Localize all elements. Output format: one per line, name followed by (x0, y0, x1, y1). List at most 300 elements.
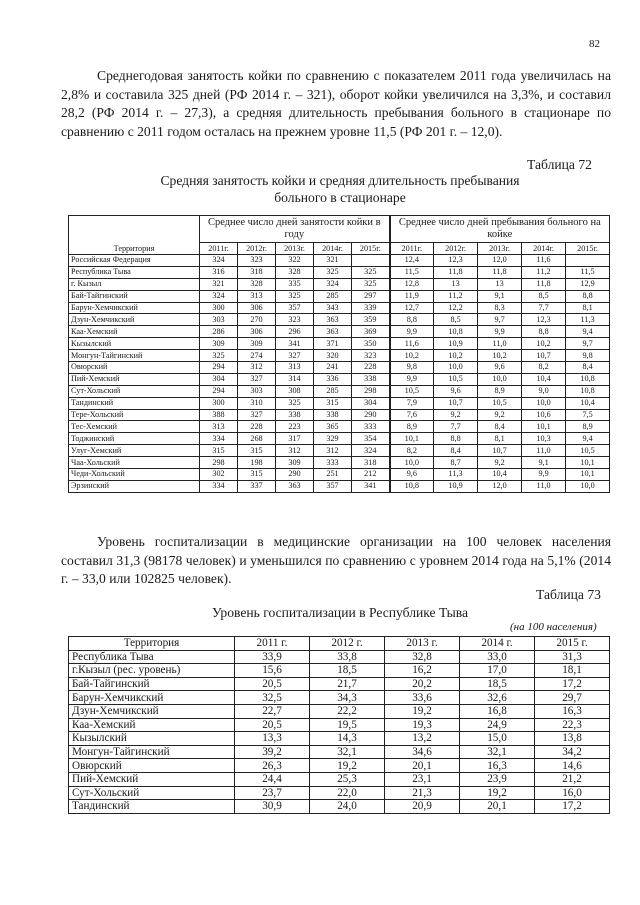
value-cell: 11,2 (522, 266, 566, 278)
value-cell: 11,5 (390, 266, 434, 278)
value-cell: 363 (314, 326, 352, 338)
table-row (69, 266, 610, 278)
value-cell: 10,2 (478, 350, 522, 362)
value-cell: 297 (352, 290, 390, 302)
value-cell: 286 (200, 326, 238, 338)
table72-number: Таблица 72 (527, 157, 592, 172)
value-cell: 323 (352, 350, 390, 362)
value-cell: 228 (352, 362, 390, 374)
value-cell: 32,8 (385, 650, 460, 664)
value-cell: 341 (352, 480, 390, 492)
value-cell: 318 (352, 457, 390, 469)
table-row (69, 255, 610, 267)
value-cell: 8,9 (390, 421, 434, 433)
table72-title-line1: Средняя занятость койки и средняя длительность пребывания (160, 173, 520, 188)
territory-cell: Эрзинский (69, 480, 200, 492)
value-cell: 10,0 (434, 362, 478, 374)
value-cell: 9,1 (478, 290, 522, 302)
year-header: 2015 г. (535, 637, 610, 651)
value-cell: 8,5 (434, 314, 478, 326)
value-cell: 9,7 (566, 338, 610, 350)
value-cell: 212 (352, 469, 390, 481)
table-row (69, 704, 610, 718)
value-cell: 10,4 (478, 469, 522, 481)
value-cell: 241 (314, 362, 352, 374)
table-row (69, 480, 610, 492)
value-cell: 26,3 (235, 759, 310, 773)
table-row (69, 373, 610, 385)
value-cell: 9,1 (522, 457, 566, 469)
value-cell: 9,8 (566, 350, 610, 362)
value-cell: 325 (352, 266, 390, 278)
table-row (69, 745, 610, 759)
value-cell: 14,3 (310, 732, 385, 746)
value-cell: 320 (314, 350, 352, 362)
value-cell: 13 (434, 278, 478, 290)
value-cell: 325 (200, 350, 238, 362)
value-cell: 33,6 (385, 691, 460, 705)
table73-number: Таблица 73 (536, 587, 601, 602)
value-cell: 8,7 (434, 457, 478, 469)
value-cell: 285 (314, 290, 352, 302)
value-cell: 10,4 (522, 373, 566, 385)
intro-paragraph-text: Среднегодовая занятость койки по сравнению с показателем 2011 года увеличилась на 2,8% и составила 325 дней (РФ 2014 г. – 321), оборот койки увеличился на 3,3%, и составил 28,2 (РФ 2014 г. – 27,3), а средняя длительность пребывания больного в стационаре по сравнению с 2011 годом осталась на прежнем уровне 11,5 (РФ 201 г. – 12,0). (61, 68, 611, 139)
value-cell: 19,2 (385, 704, 460, 718)
value-cell: 313 (200, 421, 238, 433)
value-cell: 270 (238, 314, 276, 326)
value-cell: 9,4 (566, 326, 610, 338)
table-row (69, 326, 610, 338)
value-cell: 12,4 (390, 255, 434, 267)
value-cell: 313 (276, 362, 314, 374)
year-header: 2014 г. (460, 637, 535, 651)
value-cell: 333 (314, 457, 352, 469)
value-cell: 11,8 (478, 266, 522, 278)
value-cell: 11,5 (566, 266, 610, 278)
table-row (69, 650, 610, 664)
value-cell: 315 (238, 445, 276, 457)
value-cell: 10,7 (434, 397, 478, 409)
table-row (69, 457, 610, 469)
table-row (69, 350, 610, 362)
table72-title-line2: больного в стационаре (274, 190, 406, 205)
table-row (69, 338, 610, 350)
value-cell: 8,4 (566, 362, 610, 374)
value-cell: 325 (276, 397, 314, 409)
territory-cell: г.Кызыл (рес. уровень) (69, 664, 235, 678)
value-cell: 325 (276, 290, 314, 302)
year-header: 2013г. (478, 243, 522, 255)
value-cell: 39,2 (235, 745, 310, 759)
value-cell: 8,9 (478, 385, 522, 397)
value-cell: 11,3 (566, 314, 610, 326)
value-cell: 22,3 (535, 718, 610, 732)
table-row (69, 409, 610, 421)
year-header: 2015г. (352, 243, 390, 255)
value-cell: 13 (478, 278, 522, 290)
intro-paragraph (61, 67, 611, 141)
territory-cell: Чеди-Хольский (69, 469, 200, 481)
territory-cell: Российская Федерация (69, 255, 200, 267)
value-cell: 388 (200, 409, 238, 421)
value-cell: 334 (200, 433, 238, 445)
value-cell: 312 (238, 362, 276, 374)
value-cell: 12,9 (566, 278, 610, 290)
value-cell: 16,2 (385, 664, 460, 678)
value-cell: 325 (314, 266, 352, 278)
value-cell: 354 (352, 433, 390, 445)
territory-cell: Барун-Хемчикский (69, 302, 200, 314)
table-row (69, 290, 610, 302)
value-cell: 309 (238, 338, 276, 350)
value-cell: 327 (238, 373, 276, 385)
value-cell: 10,6 (522, 409, 566, 421)
value-cell: 298 (352, 385, 390, 397)
value-cell: 19,5 (310, 718, 385, 732)
bed-occupancy-table (68, 215, 610, 493)
territory-cell: Каа-Хемский (69, 326, 200, 338)
table72-title (70, 172, 610, 206)
value-cell: 22,7 (235, 704, 310, 718)
value-cell: 11,8 (434, 266, 478, 278)
territory-cell: Бай-Тайгинский (69, 290, 200, 302)
value-cell: 296 (276, 326, 314, 338)
value-cell: 324 (200, 290, 238, 302)
value-cell: 10,5 (434, 373, 478, 385)
value-cell: 9,4 (566, 433, 610, 445)
value-cell: 9,8 (390, 362, 434, 374)
value-cell: 371 (314, 338, 352, 350)
table-row (69, 421, 610, 433)
territory-cell: Чаа-Хольский (69, 457, 200, 469)
value-cell: 338 (276, 409, 314, 421)
value-cell: 10,5 (390, 385, 434, 397)
value-cell: 8,8 (434, 433, 478, 445)
value-cell: 10,2 (434, 350, 478, 362)
territory-cell: Сут-Хольский (69, 786, 235, 800)
group-occupancy-header: Среднее число дней занятости койки в году (200, 216, 390, 243)
value-cell: 10,1 (390, 433, 434, 445)
value-cell: 302 (200, 469, 238, 481)
value-cell: 11,6 (390, 338, 434, 350)
value-cell: 10,2 (522, 338, 566, 350)
group-stay-header: Среднее число дней пребывания больного на койке (390, 216, 610, 243)
value-cell: 31,3 (535, 650, 610, 664)
value-cell: 321 (200, 278, 238, 290)
value-cell: 11,9 (390, 290, 434, 302)
territory-cell: Кызылский (69, 338, 200, 350)
territory-cell: Дзун-Хемчикский (69, 314, 200, 326)
value-cell: 8,4 (434, 445, 478, 457)
value-cell: 8,2 (390, 445, 434, 457)
table-row (69, 314, 610, 326)
value-cell: 9,9 (390, 373, 434, 385)
value-cell: 21,3 (385, 786, 460, 800)
value-cell: 369 (352, 326, 390, 338)
value-cell: 12,2 (434, 302, 478, 314)
value-cell: 33,9 (235, 650, 310, 664)
value-cell: 306 (238, 302, 276, 314)
value-cell: 9,9 (478, 326, 522, 338)
value-cell: 23,7 (235, 786, 310, 800)
table-row (69, 664, 610, 678)
value-cell: 309 (276, 457, 314, 469)
year-header: 2011г. (200, 243, 238, 255)
value-cell: 18,5 (460, 677, 535, 691)
value-cell: 12,8 (390, 278, 434, 290)
value-cell: 9,9 (390, 326, 434, 338)
value-cell: 290 (276, 469, 314, 481)
table-row (69, 800, 610, 814)
value-cell: 10,0 (522, 397, 566, 409)
year-header: 2012г. (434, 243, 478, 255)
value-cell: 20,5 (235, 677, 310, 691)
table-row (69, 433, 610, 445)
value-cell: 12,3 (522, 314, 566, 326)
value-cell: 274 (238, 350, 276, 362)
value-cell: 11,0 (522, 480, 566, 492)
value-cell: 10,3 (522, 433, 566, 445)
hospitalization-table (68, 636, 610, 814)
value-cell: 33,8 (310, 650, 385, 664)
value-cell: 314 (276, 373, 314, 385)
value-cell: 9,6 (390, 469, 434, 481)
col-territory-header: Территория (69, 637, 235, 651)
value-cell: 24,4 (235, 772, 310, 786)
value-cell: 13,8 (535, 732, 610, 746)
value-cell: 336 (314, 373, 352, 385)
value-cell: 9,2 (478, 409, 522, 421)
year-header: 2011 г. (235, 637, 310, 651)
value-cell: 17,2 (535, 677, 610, 691)
territory-cell: Кызылский (69, 732, 235, 746)
value-cell: 20,2 (385, 677, 460, 691)
table-row (69, 718, 610, 732)
value-cell: 10,4 (566, 397, 610, 409)
value-cell: 313 (238, 290, 276, 302)
value-cell: 228 (238, 421, 276, 433)
value-cell: 327 (276, 350, 314, 362)
value-cell: 10,8 (566, 385, 610, 397)
page-number: 82 (589, 38, 600, 50)
value-cell: 312 (314, 445, 352, 457)
value-cell: 9,2 (478, 457, 522, 469)
value-cell: 308 (276, 385, 314, 397)
value-cell: 16,8 (460, 704, 535, 718)
value-cell: 316 (200, 266, 238, 278)
territory-cell: Барун-Хемчикский (69, 691, 235, 705)
value-cell: 10,0 (390, 457, 434, 469)
value-cell: 300 (200, 302, 238, 314)
value-cell: 7,9 (390, 397, 434, 409)
value-cell: 303 (238, 385, 276, 397)
value-cell: 33,0 (460, 650, 535, 664)
territory-cell: Тандинский (69, 397, 200, 409)
table-row (69, 362, 610, 374)
value-cell: 363 (314, 314, 352, 326)
value-cell: 18,5 (310, 664, 385, 678)
value-cell: 10,5 (478, 397, 522, 409)
territory-cell: Пий-Хемский (69, 373, 200, 385)
value-cell: 290 (352, 409, 390, 421)
territory-cell: Пий-Хемский (69, 772, 235, 786)
value-cell: 20,5 (235, 718, 310, 732)
year-header: 2013г. (276, 243, 314, 255)
value-cell (352, 255, 390, 267)
value-cell: 312 (276, 445, 314, 457)
table-row (69, 469, 610, 481)
table-row (69, 691, 610, 705)
territory-cell: Монгун-Тайгинский (69, 745, 235, 759)
value-cell: 32,1 (310, 745, 385, 759)
value-cell: 12,0 (478, 480, 522, 492)
value-cell: 23,1 (385, 772, 460, 786)
value-cell: 8,1 (478, 433, 522, 445)
value-cell: 324 (352, 445, 390, 457)
value-cell: 10,7 (522, 350, 566, 362)
value-cell: 9,0 (522, 385, 566, 397)
value-cell: 16,0 (535, 786, 610, 800)
value-cell: 337 (238, 480, 276, 492)
value-cell: 8,3 (478, 302, 522, 314)
value-cell: 304 (200, 373, 238, 385)
value-cell: 20,9 (385, 800, 460, 814)
value-cell: 9,7 (478, 314, 522, 326)
territory-cell: Тере-Хольский (69, 409, 200, 421)
value-cell: 25,3 (310, 772, 385, 786)
value-cell: 335 (276, 278, 314, 290)
value-cell: 350 (352, 338, 390, 350)
territory-cell: Монгун-Тайгинский (69, 350, 200, 362)
value-cell: 24,9 (460, 718, 535, 732)
table-row (69, 772, 610, 786)
value-cell: 9,2 (434, 409, 478, 421)
year-header: 2013 г. (385, 637, 460, 651)
year-header: 2012г. (238, 243, 276, 255)
value-cell: 21,7 (310, 677, 385, 691)
value-cell: 15,6 (235, 664, 310, 678)
value-cell: 10,0 (478, 373, 522, 385)
value-cell: 24,0 (310, 800, 385, 814)
year-header: 2014г. (314, 243, 352, 255)
value-cell: 11,0 (522, 445, 566, 457)
value-cell: 315 (200, 445, 238, 457)
value-cell: 29,7 (535, 691, 610, 705)
value-cell: 10,8 (566, 373, 610, 385)
year-header: 2012 г. (310, 637, 385, 651)
value-cell: 268 (238, 433, 276, 445)
value-cell: 10,8 (390, 480, 434, 492)
value-cell: 11,6 (522, 255, 566, 267)
value-cell: 15,0 (460, 732, 535, 746)
value-cell: 365 (314, 421, 352, 433)
value-cell: 309 (200, 338, 238, 350)
value-cell: 11,3 (434, 469, 478, 481)
value-cell: 32,6 (460, 691, 535, 705)
value-cell: 12,7 (390, 302, 434, 314)
value-cell: 338 (314, 409, 352, 421)
table73-unit: (на 100 населения) (510, 621, 597, 633)
value-cell: 19,2 (310, 759, 385, 773)
value-cell: 30,9 (235, 800, 310, 814)
value-cell: 16,3 (460, 759, 535, 773)
value-cell: 23,9 (460, 772, 535, 786)
table-row (69, 732, 610, 746)
value-cell: 327 (238, 409, 276, 421)
value-cell: 11,0 (478, 338, 522, 350)
territory-cell: Тоджинский (69, 433, 200, 445)
value-cell: 14,6 (535, 759, 610, 773)
value-cell: 328 (276, 266, 314, 278)
value-cell: 9,6 (434, 385, 478, 397)
value-cell: 10,2 (390, 350, 434, 362)
value-cell: 18,1 (535, 664, 610, 678)
col-territory-header: Территория (69, 216, 200, 255)
value-cell: 20,1 (460, 800, 535, 814)
value-cell: 318 (238, 266, 276, 278)
value-cell: 357 (314, 480, 352, 492)
value-cell: 329 (314, 433, 352, 445)
value-cell: 7,7 (434, 421, 478, 433)
table-row (69, 445, 610, 457)
value-cell: 315 (314, 397, 352, 409)
value-cell: 251 (314, 469, 352, 481)
value-cell: 11,2 (434, 290, 478, 302)
territory-cell: Республика Тыва (69, 650, 235, 664)
territory-cell: Овюрский (69, 362, 200, 374)
value-cell: 20,1 (385, 759, 460, 773)
value-cell: 17,2 (535, 800, 610, 814)
territory-cell: г. Кызыл (69, 278, 200, 290)
value-cell: 34,3 (310, 691, 385, 705)
territory-cell: Бай-Тайгинский (69, 677, 235, 691)
value-cell: 10,8 (434, 326, 478, 338)
value-cell: 294 (200, 362, 238, 374)
table-row (69, 759, 610, 773)
value-cell: 10,1 (566, 457, 610, 469)
table-row (69, 302, 610, 314)
value-cell: 324 (200, 255, 238, 267)
territory-cell: Овюрский (69, 759, 235, 773)
value-cell: 325 (352, 278, 390, 290)
value-cell: 322 (276, 255, 314, 267)
value-cell: 16,3 (535, 704, 610, 718)
table-row (69, 677, 610, 691)
value-cell: 339 (352, 302, 390, 314)
value-cell: 300 (200, 397, 238, 409)
value-cell: 22,2 (310, 704, 385, 718)
value-cell: 10,1 (566, 469, 610, 481)
value-cell: 359 (352, 314, 390, 326)
value-cell: 328 (238, 278, 276, 290)
value-cell: 321 (314, 255, 352, 267)
value-cell: 22,0 (310, 786, 385, 800)
value-cell: 8,8 (390, 314, 434, 326)
value-cell: 317 (276, 433, 314, 445)
value-cell: 8,1 (566, 302, 610, 314)
territory-cell: Тес-Хемский (69, 421, 200, 433)
territory-cell: Сут-Хольский (69, 385, 200, 397)
value-cell: 10,0 (566, 480, 610, 492)
value-cell: 34,2 (535, 745, 610, 759)
value-cell: 304 (352, 397, 390, 409)
value-cell: 34,6 (385, 745, 460, 759)
territory-cell: Улуг-Хемский (69, 445, 200, 457)
value-cell: 315 (238, 469, 276, 481)
value-cell: 8,5 (522, 290, 566, 302)
table73-title: Уровень госпитализации в Республике Тыва (211, 605, 469, 620)
hospitalization-paragraph-text: Уровень госпитализации в медицинские организации на 100 человек населения составил 31,3 (98178 человек) и уменьшился по сравнению с уровнем 2014 года на 5,1% (2014 г. – 33,0 или 102825 человек). (61, 534, 611, 587)
